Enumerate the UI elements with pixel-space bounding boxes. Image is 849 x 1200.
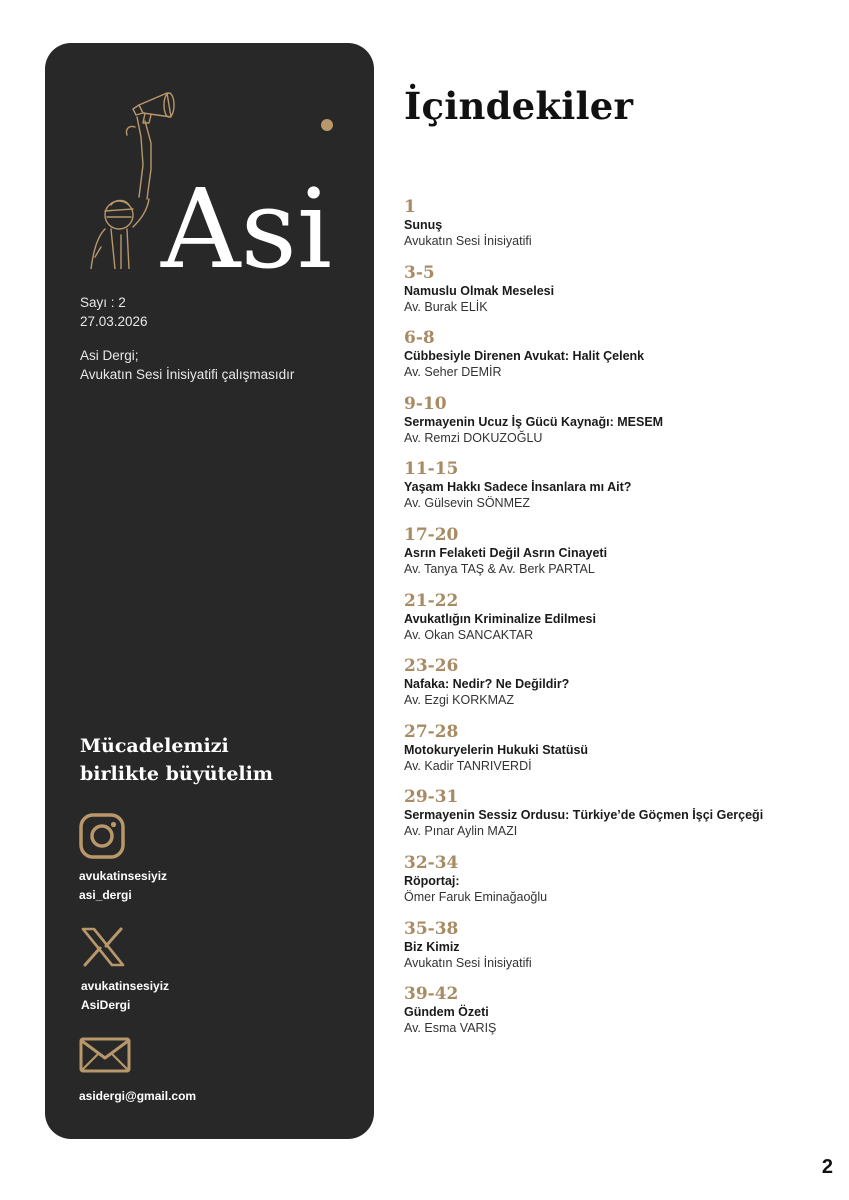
toc-item[interactable]: [404, 787, 834, 853]
toc-item-author: Av. Tanya TAŞ & Av. Berk PARTAL: [404, 561, 595, 576]
toc-item-pages: 11-15: [404, 459, 459, 480]
toc-item[interactable]: [404, 591, 834, 657]
publisher-line2: Avukatın Sesi İnisiyatifi çalışmasıdır: [80, 367, 295, 382]
toc-item-pages: 27-28: [404, 721, 459, 742]
issue-number: Sayı : 2: [80, 295, 126, 310]
toc-item-pages: 3-5: [404, 262, 435, 283]
issue-date: 27.03.2026: [80, 314, 148, 329]
toc-item-title: Asrın Felaketi Değil Asrın Cinayeti: [404, 545, 608, 560]
toc-item-title: Sunuş: [404, 218, 443, 232]
mail-icon[interactable]: [79, 1037, 131, 1073]
asi-logo: [81, 87, 343, 269]
publisher-line1: Asi Dergi;: [80, 348, 139, 363]
toc-item-title: Gündem Özeti: [404, 1005, 489, 1020]
toc-item-author: Ömer Faruk Eminağaoğlu: [404, 889, 548, 904]
slogan-line1: Mücadelemizi: [80, 735, 229, 757]
toc-item-title: Namuslu Olmak Meselesi: [404, 283, 555, 298]
toc-item-pages: 32-34: [404, 852, 459, 873]
instagram-handle-1[interactable]: avukatinsesiyiz: [79, 869, 168, 883]
toc-item-author: Av. Okan SANCAKTAR: [404, 627, 534, 642]
toc-item-title: Röportaj:: [404, 873, 460, 888]
toc-item[interactable]: [404, 656, 834, 722]
toc-item-author: Av. Seher DEMİR: [404, 365, 502, 380]
toc-item-author: Av. Burak ELİK: [404, 299, 488, 314]
toc-item-author: Avukatın Sesi İnisiyatifi: [404, 955, 532, 970]
toc-item-pages: 17-20: [404, 524, 459, 545]
slogan-line2: birlikte büyütelim: [80, 763, 273, 785]
logo-dot: [321, 119, 333, 131]
toc-item[interactable]: [404, 525, 834, 591]
logo-wordmark: Asi: [161, 165, 333, 269]
toc-item[interactable]: [404, 919, 834, 985]
toc-item-title: Biz Kimiz: [404, 939, 460, 954]
toc-item-pages: 9-10: [404, 393, 447, 414]
toc-item-pages: 35-38: [404, 918, 459, 939]
toc-item-title: Sermayenin Ucuz İş Gücü Kaynağı: MESEM: [404, 414, 664, 429]
toc-title: İçindekiler: [404, 84, 634, 128]
slogan: [80, 732, 340, 788]
toc-item-title: Yaşam Hakkı Sadece İnsanlara mı Ait?: [404, 480, 632, 495]
toc-item[interactable]: [404, 984, 834, 1050]
toc-item[interactable]: [404, 197, 834, 263]
toc-item-author: Avukatın Sesi İnisiyatifi: [404, 234, 532, 248]
toc-item-title: Avukatlığın Kriminalize Edilmesi: [404, 611, 596, 626]
toc-item-author: Av. Pınar Aylin MAZI: [404, 824, 518, 839]
instagram-handle-2[interactable]: asi_dergi: [79, 888, 132, 902]
instagram-icon[interactable]: [79, 813, 125, 859]
toc-item-author: Av. Gülsevin SÖNMEZ: [404, 496, 530, 511]
toc-item[interactable]: [404, 394, 834, 460]
toc-item-title: Cübbesiyle Direnen Avukat: Halit Çelenk: [404, 349, 645, 364]
toc-item-title: Sermayenin Sessiz Ordusu: Türkiye’de Göçmen İşçi Gerçeği: [404, 808, 764, 823]
toc-item[interactable]: [404, 722, 834, 788]
toc-list: [404, 197, 834, 1050]
toc-item-title: Motokuryelerin Hukuki Statüsü: [404, 742, 589, 757]
toc-item[interactable]: [404, 328, 834, 394]
toc-item-title: Nafaka: Nedir? Ne Değildir?: [404, 677, 570, 692]
x-handle-1[interactable]: avukatinsesiyiz: [81, 979, 170, 993]
x-icon[interactable]: [81, 927, 125, 967]
toc-item[interactable]: [404, 459, 834, 525]
page-number: 2: [821, 1156, 833, 1178]
toc-item-pages: 29-31: [404, 787, 459, 808]
toc-item-author: Av. Esma VARIŞ: [404, 1021, 497, 1036]
toc-item-pages: 21-22: [404, 590, 459, 611]
toc-item-author: Av. Remzi DOKUZOĞLU: [404, 430, 543, 445]
toc-item-pages: 1: [404, 197, 416, 217]
toc-item-pages: 23-26: [404, 656, 459, 677]
sidebar-panel: [45, 43, 374, 1139]
toc-item-pages: 6-8: [404, 328, 435, 349]
toc-item[interactable]: [404, 263, 834, 329]
email-address[interactable]: asidergi@gmail.com: [79, 1089, 197, 1103]
toc-item-author: Av. Kadir TANRIVERDİ: [404, 758, 532, 773]
x-handle-2[interactable]: AsiDergi: [81, 998, 131, 1012]
toc-item-author: Av. Ezgi KORKMAZ: [404, 693, 514, 708]
toc-item[interactable]: [404, 853, 834, 919]
toc-item-pages: 39-42: [404, 984, 459, 1005]
